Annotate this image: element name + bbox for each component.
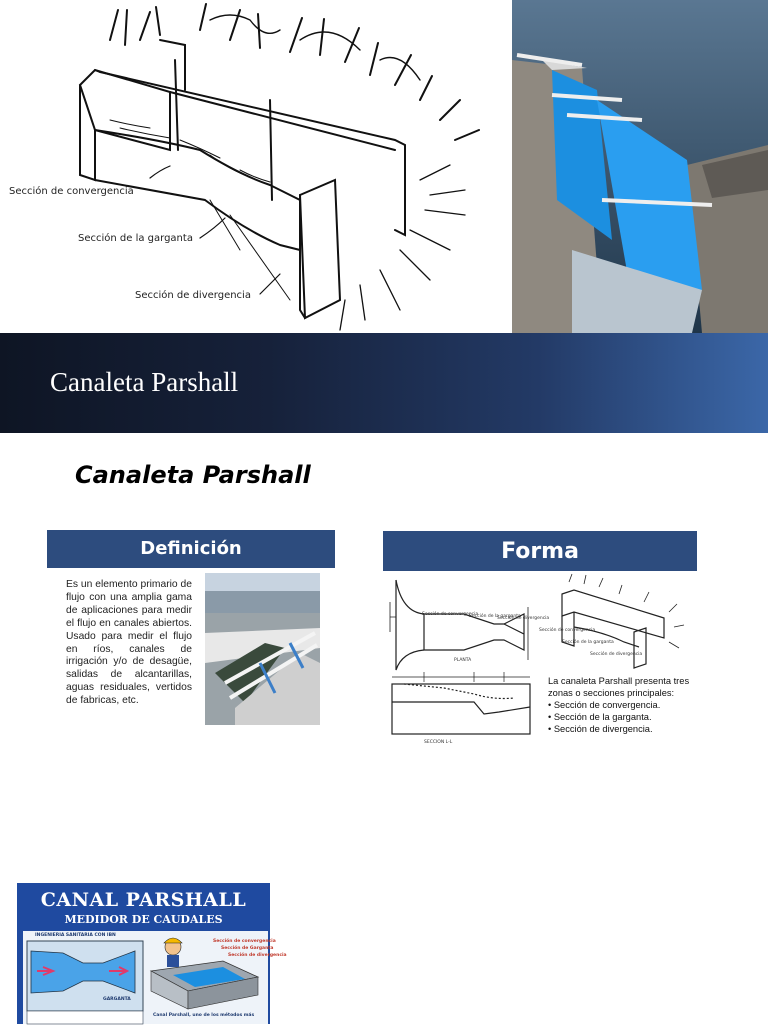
banner-title: Canaleta Parshall bbox=[50, 367, 239, 397]
forma-caption-intro: La canaleta Parshall presenta tres zonas o secciones principales: bbox=[548, 676, 690, 698]
convergence-label: Sección de convergencia bbox=[9, 186, 134, 197]
poster-panel bbox=[23, 931, 287, 1024]
sketch-div-label: Sección de divergencia bbox=[590, 652, 643, 657]
forma-section-item: • Sección de la garganta. bbox=[548, 711, 698, 723]
divergence-label: Sección de divergencia bbox=[135, 290, 251, 301]
sketch-garg-label: Sección de la garganta bbox=[562, 640, 614, 645]
forma-section-item: • Sección de convergencia. bbox=[548, 699, 698, 711]
forma-caption bbox=[548, 675, 698, 735]
forma-header: Forma bbox=[383, 531, 697, 571]
poster-garganta-label: GARGANTA bbox=[103, 997, 131, 1002]
poster-subtitle: MEDIDOR DE CAUDALES bbox=[64, 913, 223, 926]
forma-section-item: • Sección de divergencia. bbox=[548, 723, 698, 735]
definition-header: Definición bbox=[47, 530, 335, 568]
page-heading: Canaleta Parshall bbox=[75, 461, 311, 489]
flume-sketch-illustration bbox=[0, 0, 512, 333]
plan-div-label: Sección de divergencia bbox=[497, 616, 550, 621]
flume-photo bbox=[512, 0, 768, 333]
definition-text: Es un elemento primario de flujo con una amplia gama de aplicaciones para medir el flujo en canales abiertos. Usado para medir el flujo en ríos, canales de irrigación y/o de desagüe, salidas de alcantarillas, aguas residuales, vertidos de fabricas, etc. bbox=[66, 579, 192, 707]
poster-title: CANAL PARSHALL bbox=[40, 889, 247, 911]
poster-div-label: Sección de divergencia bbox=[228, 953, 287, 958]
canal-parshall-poster bbox=[17, 883, 287, 1024]
sketch-conv-label: Sección de convergencia bbox=[539, 628, 596, 633]
plan-garg-label: Sección de la garganta bbox=[469, 614, 521, 619]
poster-header-text: INGENIERIA SANITARIA CON IBN bbox=[35, 933, 116, 938]
plan-label: PLANTA bbox=[454, 658, 472, 663]
definition-photo bbox=[205, 573, 320, 725]
poster-garg-label: Sección de Garganta bbox=[221, 946, 274, 951]
title-band bbox=[0, 333, 768, 433]
section-label: SECCION L-L bbox=[424, 740, 453, 745]
forma-sections-list bbox=[548, 699, 698, 735]
poster-conv-label: Sección de convergencia bbox=[213, 939, 276, 944]
poster-caption: Canal Parshall, uno de los métodos más bbox=[153, 1013, 255, 1018]
plan-conv-label: Sección de convergencia bbox=[422, 612, 479, 617]
throat-label: Sección de la garganta bbox=[78, 233, 193, 244]
